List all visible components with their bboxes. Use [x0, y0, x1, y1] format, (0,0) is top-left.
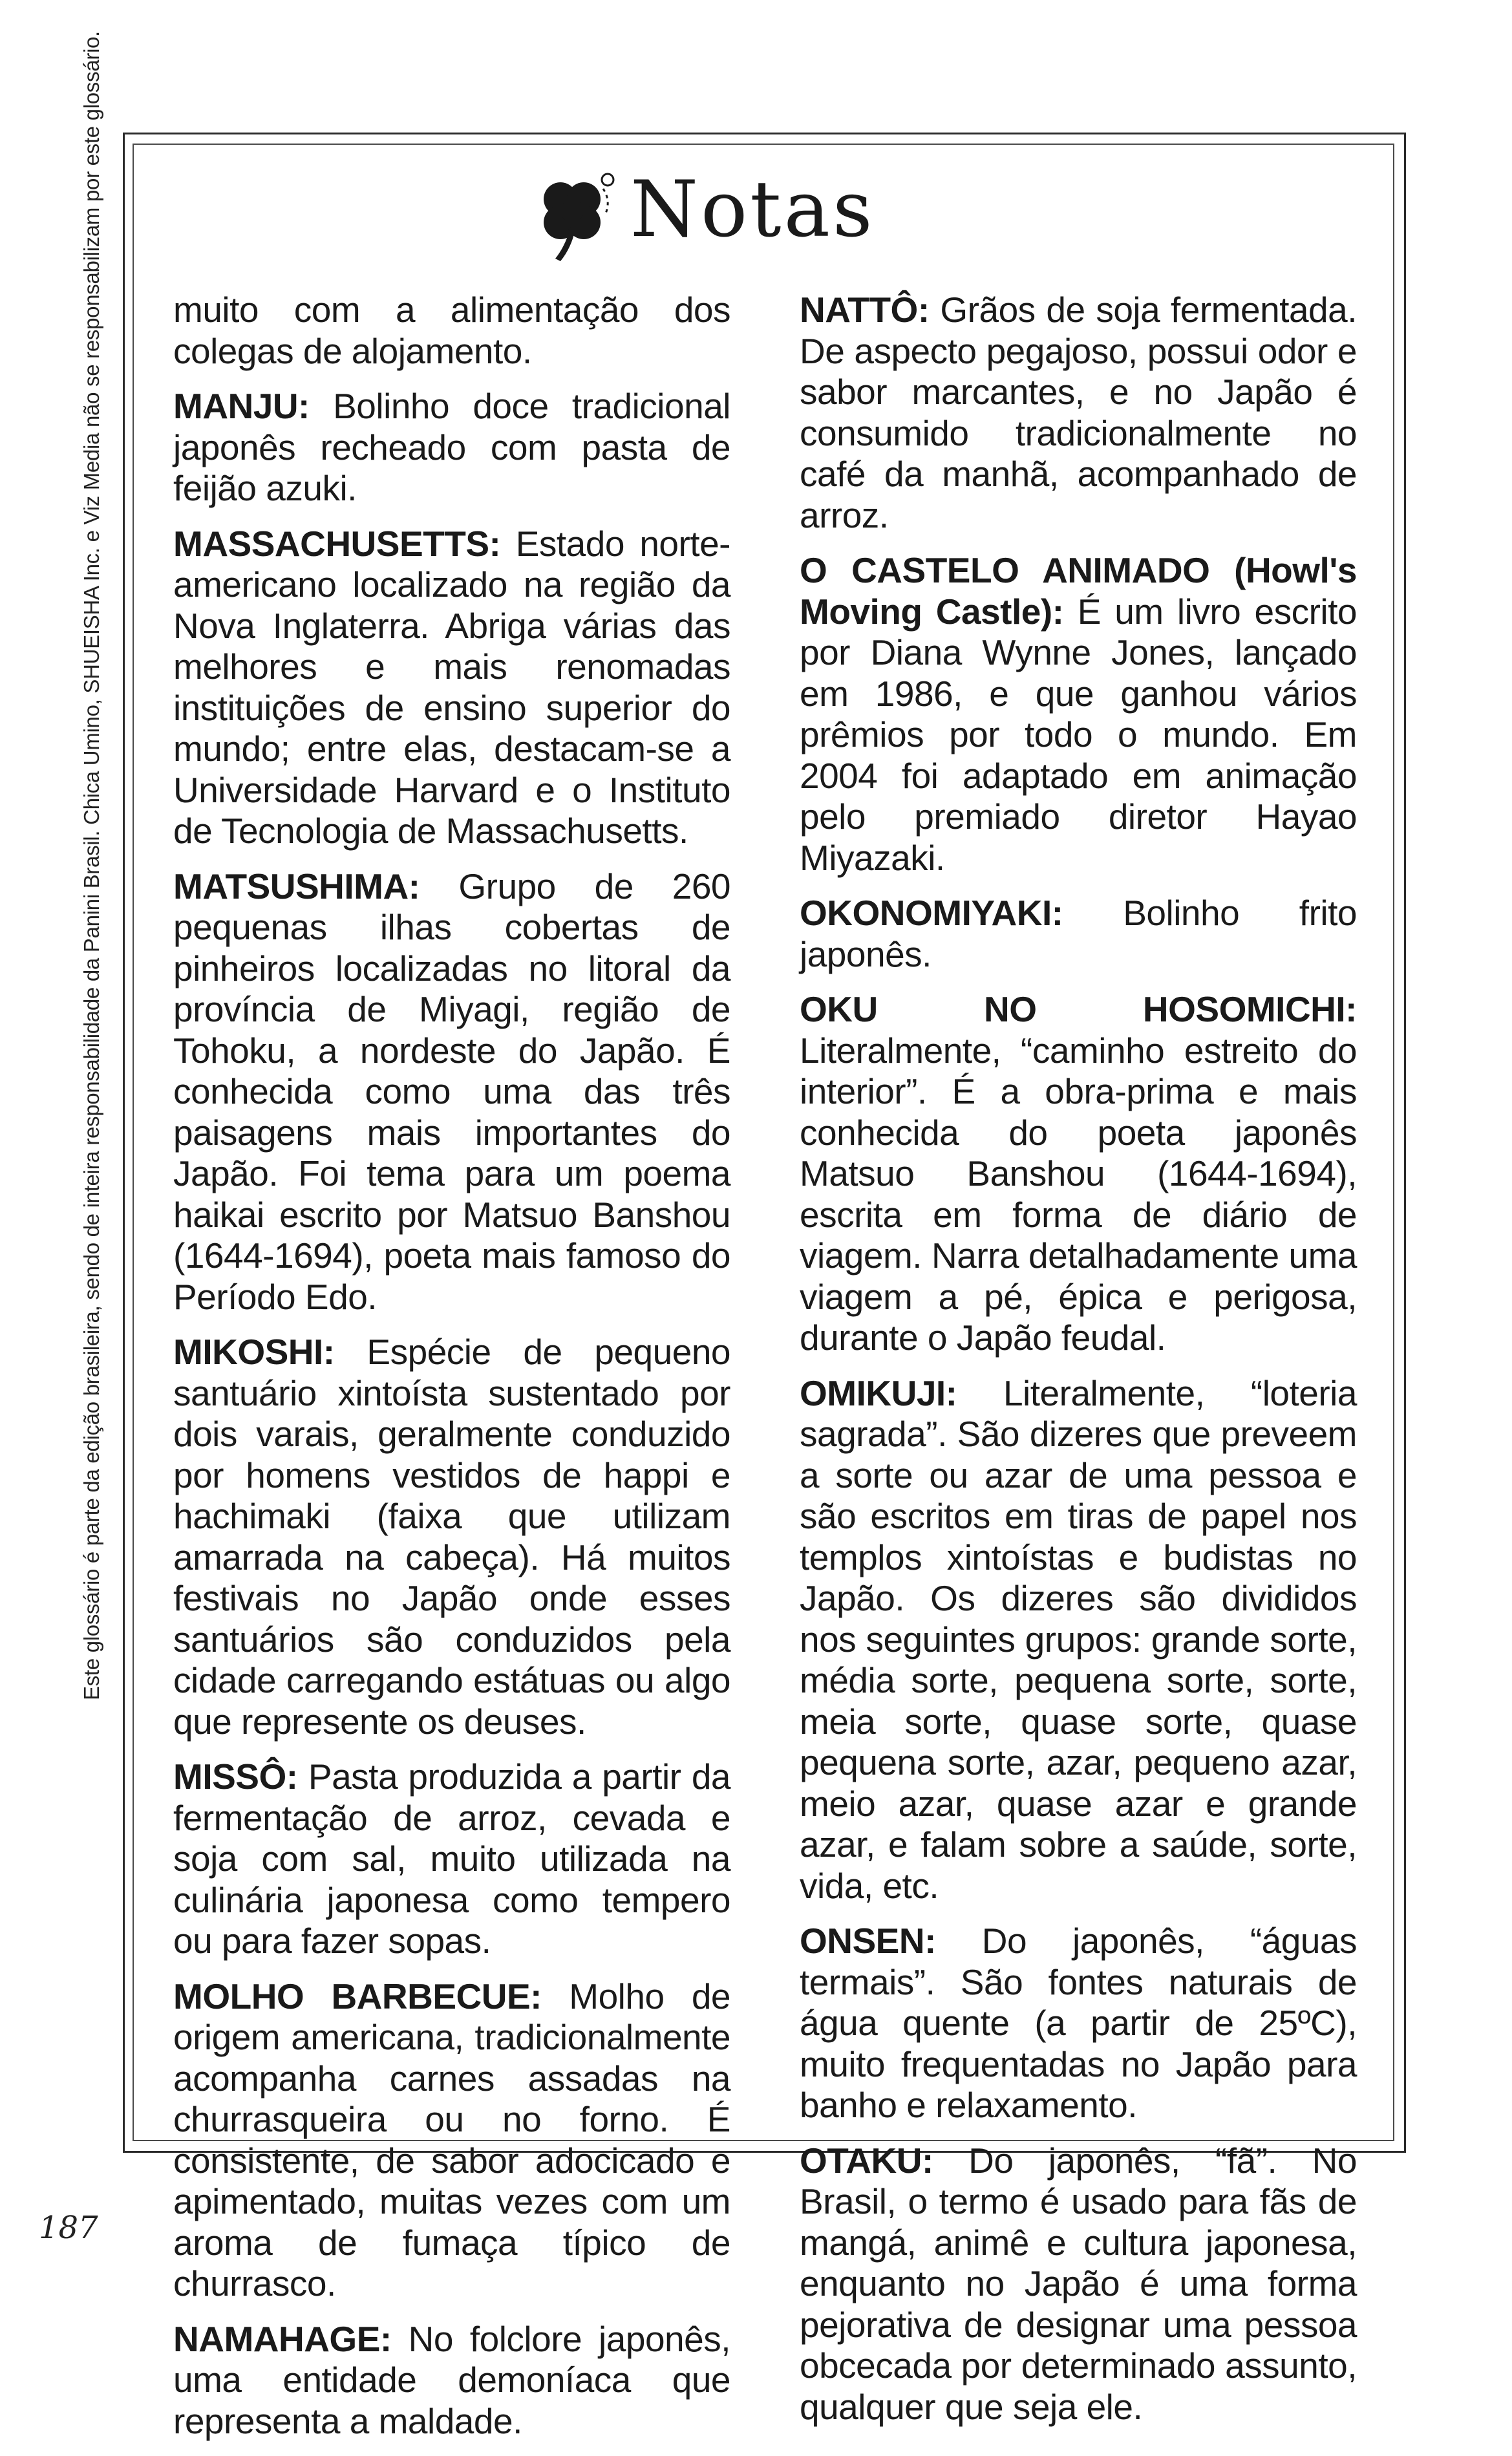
entry-definition: Literalmente, “caminho estreito do interior”. É a obra-prima e mais conhecida do poeta japonês Matsuo Banshou (1644-1694), escrita em forma de diário de viagem. Narra detalhadamente uma viagem a pé, épica e perigosa, durante o Japão feudal. [800, 1030, 1357, 1358]
entry-definition: Do japonês, “fã”. No Brasil, o termo é usado para fãs de mangá, animê e cultura japonesa, enquanto no Japão é uma forma pejorativa de designar uma pessoa obcecada por determinado assunto, qualquer que seja ele. [800, 2140, 1357, 2427]
entry-term: MISSÔ: [173, 1757, 298, 1797]
entry-term: OKU NO HOSOMICHI: [800, 989, 1357, 1029]
entry-definition: Pasta produzida a partir da fermentação de arroz, cevada e soja com sal, muito utilizada na culinária japonesa como tempero ou para fazer sopas. [173, 1757, 731, 1961]
clover-icon [520, 162, 630, 265]
entry-term: ONSEN: [800, 1921, 936, 1961]
entry-term: MIKOSHI: [173, 1332, 335, 1372]
entry-term: MASSACHUSETTS: [173, 523, 501, 564]
glossary-entry [173, 1757, 730, 1962]
entry-term: OKONOMIYAKI: [800, 893, 1063, 933]
entry-definition: Estado norte-americano localizado na região da Nova Inglaterra. Abriga várias das melhores e mais renomadas instituições de ensino superior do mundo; entre elas, destacam-se a Universidade Harvard e o Instituto de Tecnologia de Massachusetts. [173, 523, 730, 851]
entry-definition: Literalmente, “loteria sagrada”. São dizeres que preveem a sorte ou azar de uma pessoa e são escritos em tiras de papel nos templos xintoístas e budistas no Japão. Os dizeres são divididos nos seguintes grupos: grande sorte, média sorte, pequena sorte, sorte, meia sorte, quase sorte, quase pequena sorte, azar, pequeno azar, meio azar, quase azar e grande azar, e falam sobre a saúde, sorte, vida, etc. [800, 1372, 1357, 1906]
glossary-entry [173, 386, 730, 509]
notes-header [520, 162, 973, 265]
entry-term: OMIKUJI: [800, 1372, 957, 1413]
page-number: 187 [39, 2210, 98, 2246]
glossary-disclaimer: Este glossário é parte da edição brasileira, sendo de inteira responsabilidade da Panini Brasil. Chica Umino, SHUEISHA Inc. e Viz Media não se responsabilizam por este glossário. [80, 31, 103, 1700]
glossary-entry [173, 1976, 730, 2305]
glossary-entry [173, 866, 730, 1318]
entry-term: O CASTELO ANIMADO (Howl's Moving Castle): [800, 550, 1357, 632]
glossary-entry [800, 1921, 1357, 2126]
glossary-entry [173, 1332, 730, 1742]
entry-term: OTAKU: [800, 2140, 933, 2181]
entry-definition: No folclore japonês, uma entidade demoníaca que representa a maldade. [173, 2318, 730, 2441]
entry-definition: Molho de origem americana, tradicionalmente acompanha carnes assadas na churrasqueira ou no forno. É consistente, de sabor adocicado e apimentado, muitas vezes com um aroma de fumaça típico de churrasco. [173, 1976, 730, 2303]
glossary-column-right [800, 290, 1357, 2442]
entry-definition: Espécie de pequeno santuário xintoísta sustentado por dois varais, geralmente conduzido por homens vestidos de happi e hachimaki (faixa que utilizam amarrada na cabeça). Há muitos festivais no Japão onde esses santuários são conduzidos pela cidade carregando estátuas ou algo que represente os deuses. [173, 1332, 730, 1742]
glossary-entry [800, 989, 1357, 1359]
entry-definition: Do japonês, “águas termais”. São fontes naturais de água quente (a partir de 25ºC), muito frequentadas no Japão para banho e relaxamento. [800, 1921, 1357, 2125]
glossary-entry [800, 2141, 1357, 2428]
entry-definition: Grãos de soja fermentada. De aspecto pegajoso, possui odor e sabor marcantes, e no Japão é consumido tradicionalmente no café da manhã, acompanhado de arroz. [800, 290, 1357, 535]
entry-term: MANJU: [173, 386, 310, 426]
entry-term: MATSUSHIMA: [173, 866, 420, 906]
entry-definition: muito com a alimentação dos colegas de alojamento. [173, 290, 730, 371]
glossary-entry [800, 550, 1357, 879]
glossary-entry [173, 290, 730, 372]
page-title: Notas [630, 165, 875, 255]
entry-term: MOLHO BARBECUE: [173, 1976, 542, 2016]
entry-definition: Bolinho frito japonês. [800, 893, 1357, 974]
glossary-column-left [173, 290, 730, 2456]
entry-definition: Bolinho doce tradicional japonês recheado com pasta de feijão azuki. [173, 386, 731, 508]
entry-term: NAMAHAGE: [173, 2318, 392, 2359]
entry-definition: É um livro escrito por Diana Wynne Jones, lançado em 1986, e que ganhou vários prêmios por todo o mundo. Em 2004 foi adaptado em animação pelo premiado diretor Hayao Miyazaki. [800, 591, 1358, 878]
glossary-entry [800, 1373, 1357, 1907]
glossary-entry [173, 2319, 730, 2442]
glossary-entry [173, 524, 730, 852]
glossary-entry [800, 893, 1357, 975]
glossary-entry [800, 290, 1357, 536]
entry-definition: Grupo de 260 pequenas ilhas cobertas de pinheiros localizadas no litoral da província de Miyagi, região de Tohoku, a nordeste do Japão. É conhecida como uma das três paisagens mais importantes do Japão. Foi tema para um poema haikai escrito por Matsuo Banshou (1644-1694), poeta mais famoso do Período Edo. [173, 866, 731, 1317]
entry-term: NATTÔ: [800, 290, 930, 330]
